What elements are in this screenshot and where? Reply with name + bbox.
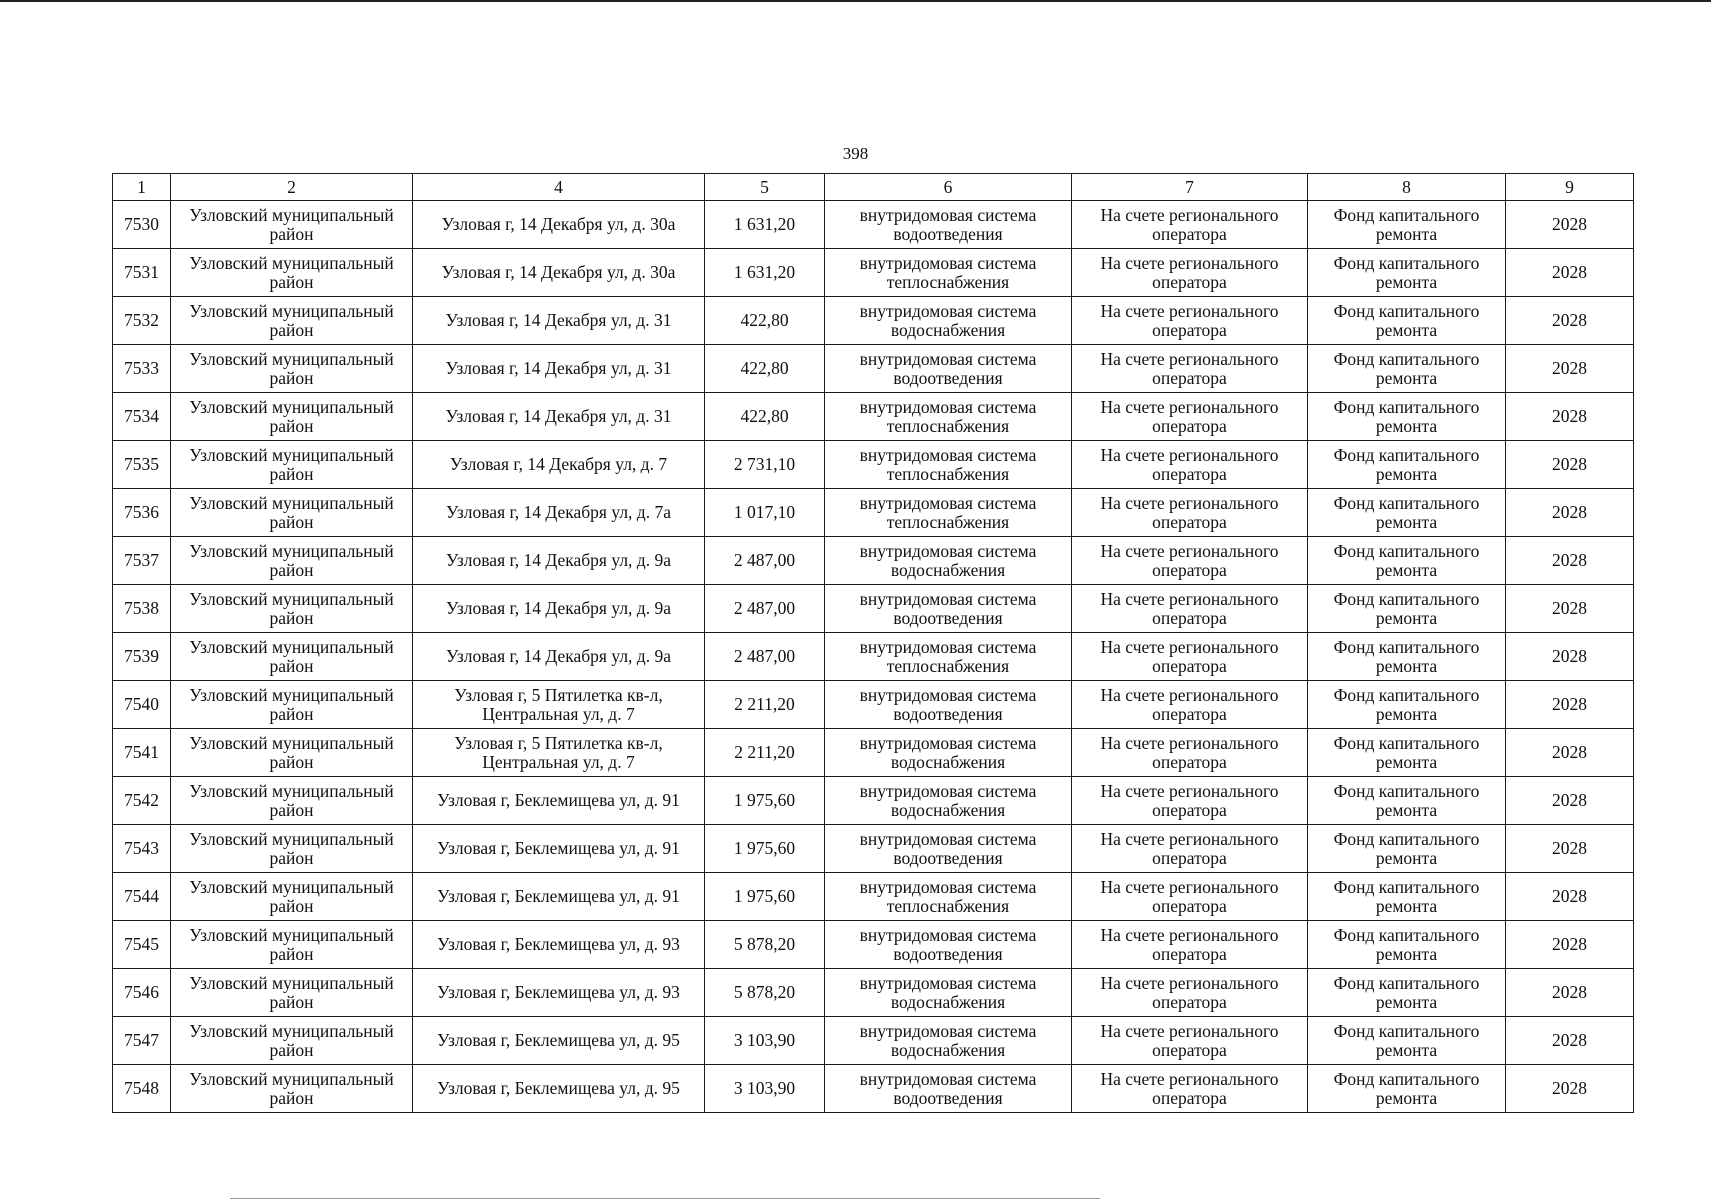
- year-cell: 2028: [1506, 777, 1634, 825]
- system-cell: внутридомовая система водоотведения: [825, 345, 1072, 393]
- system-cell: внутридомовая система теплоснабжения: [825, 441, 1072, 489]
- table-row: [113, 1065, 1634, 1113]
- account-cell: На счете регионального оператора: [1072, 441, 1308, 489]
- year-cell: 2028: [1506, 681, 1634, 729]
- funding-source-cell: Фонд капитального ремонта: [1308, 249, 1506, 297]
- system-cell: внутридомовая система водоснабжения: [825, 1017, 1072, 1065]
- year-cell: 2028: [1506, 585, 1634, 633]
- account-cell: На счете регионального оператора: [1072, 825, 1308, 873]
- header-cell-col-6: 6: [825, 174, 1072, 201]
- system-cell: внутридомовая система водоотведения: [825, 825, 1072, 873]
- row-number-cell: 7539: [113, 633, 171, 681]
- funding-source-cell: Фонд капитального ремонта: [1308, 1017, 1506, 1065]
- address-cell: Узловая г, Беклемищева ул, д. 91: [413, 825, 705, 873]
- funding-source-cell: Фонд капитального ремонта: [1308, 441, 1506, 489]
- header-cell-col-8: 8: [1308, 174, 1506, 201]
- district-cell: Узловский муниципальный район: [171, 729, 413, 777]
- account-cell: На счете регионального оператора: [1072, 393, 1308, 441]
- area-cell: 1 631,20: [705, 249, 825, 297]
- header-cell-col-9: 9: [1506, 174, 1634, 201]
- address-cell: Узловая г, Беклемищева ул, д. 95: [413, 1017, 705, 1065]
- account-cell: На счете регионального оператора: [1072, 345, 1308, 393]
- area-cell: 422,80: [705, 345, 825, 393]
- district-cell: Узловский муниципальный район: [171, 297, 413, 345]
- account-cell: На счете регионального оператора: [1072, 585, 1308, 633]
- year-cell: 2028: [1506, 633, 1634, 681]
- system-cell: внутридомовая система водоотведения: [825, 201, 1072, 249]
- area-cell: 2 487,00: [705, 633, 825, 681]
- row-number-cell: 7538: [113, 585, 171, 633]
- row-number-cell: 7541: [113, 729, 171, 777]
- table-row: [113, 537, 1634, 585]
- header-cell-col-5: 5: [705, 174, 825, 201]
- area-cell: 422,80: [705, 393, 825, 441]
- account-cell: На счете регионального оператора: [1072, 201, 1308, 249]
- district-cell: Узловский муниципальный район: [171, 1065, 413, 1113]
- funding-source-cell: Фонд капитального ремонта: [1308, 921, 1506, 969]
- row-number-cell: 7534: [113, 393, 171, 441]
- district-cell: Узловский муниципальный район: [171, 393, 413, 441]
- account-cell: На счете регионального оператора: [1072, 681, 1308, 729]
- row-number-cell: 7533: [113, 345, 171, 393]
- district-cell: Узловский муниципальный район: [171, 201, 413, 249]
- address-cell: Узловая г, 14 Декабря ул, д. 31: [413, 297, 705, 345]
- row-number-cell: 7536: [113, 489, 171, 537]
- district-cell: Узловский муниципальный район: [171, 777, 413, 825]
- row-number-cell: 7537: [113, 537, 171, 585]
- year-cell: 2028: [1506, 1065, 1634, 1113]
- row-number-cell: 7547: [113, 1017, 171, 1065]
- funding-source-cell: Фонд капитального ремонта: [1308, 297, 1506, 345]
- district-cell: Узловский муниципальный район: [171, 681, 413, 729]
- account-cell: На счете регионального оператора: [1072, 489, 1308, 537]
- funding-source-cell: Фонд капитального ремонта: [1308, 201, 1506, 249]
- district-cell: Узловский муниципальный район: [171, 441, 413, 489]
- year-cell: 2028: [1506, 1017, 1634, 1065]
- district-cell: Узловский муниципальный район: [171, 921, 413, 969]
- district-cell: Узловский муниципальный район: [171, 633, 413, 681]
- table-row: [113, 969, 1634, 1017]
- account-cell: На счете регионального оператора: [1072, 633, 1308, 681]
- table-row: [113, 345, 1634, 393]
- area-cell: 2 211,20: [705, 681, 825, 729]
- address-cell: Узловая г, Беклемищева ул, д. 91: [413, 873, 705, 921]
- funding-source-cell: Фонд капитального ремонта: [1308, 729, 1506, 777]
- year-cell: 2028: [1506, 201, 1634, 249]
- account-cell: На счете регионального оператора: [1072, 969, 1308, 1017]
- area-cell: 3 103,90: [705, 1065, 825, 1113]
- address-cell: Узловая г, Беклемищева ул, д. 93: [413, 921, 705, 969]
- table-row: [113, 681, 1634, 729]
- funding-source-cell: Фонд капитального ремонта: [1308, 585, 1506, 633]
- table-header: [113, 174, 1634, 201]
- row-number-cell: 7540: [113, 681, 171, 729]
- row-number-cell: 7535: [113, 441, 171, 489]
- funding-source-cell: Фонд капитального ремонта: [1308, 1065, 1506, 1113]
- table-row: [113, 393, 1634, 441]
- table-row: [113, 585, 1634, 633]
- row-number-cell: 7548: [113, 1065, 171, 1113]
- row-number-cell: 7532: [113, 297, 171, 345]
- table-row: [113, 921, 1634, 969]
- year-cell: 2028: [1506, 345, 1634, 393]
- district-cell: Узловский муниципальный район: [171, 873, 413, 921]
- table-row: [113, 777, 1634, 825]
- funding-source-cell: Фонд капитального ремонта: [1308, 777, 1506, 825]
- table-row: [113, 441, 1634, 489]
- year-cell: 2028: [1506, 873, 1634, 921]
- account-cell: На счете регионального оператора: [1072, 1017, 1308, 1065]
- account-cell: На счете регионального оператора: [1072, 921, 1308, 969]
- funding-source-cell: Фонд капитального ремонта: [1308, 825, 1506, 873]
- area-cell: 1 631,20: [705, 201, 825, 249]
- address-cell: Узловая г, 5 Пятилетка кв-л, Центральная ул, д. 7: [413, 681, 705, 729]
- table-row: [113, 489, 1634, 537]
- header-cell-col-2: 2: [171, 174, 413, 201]
- area-cell: 422,80: [705, 297, 825, 345]
- address-cell: Узловая г, 14 Декабря ул, д. 9а: [413, 585, 705, 633]
- funding-source-cell: Фонд капитального ремонта: [1308, 681, 1506, 729]
- row-number-cell: 7542: [113, 777, 171, 825]
- address-cell: Узловая г, 14 Декабря ул, д. 9а: [413, 633, 705, 681]
- area-cell: 3 103,90: [705, 1017, 825, 1065]
- system-cell: внутридомовая система водоотведения: [825, 921, 1072, 969]
- table-row: [113, 249, 1634, 297]
- scan-bottom-mark: [230, 1198, 1100, 1199]
- page-number: 398: [842, 144, 869, 163]
- address-cell: Узловая г, 14 Декабря ул, д. 30а: [413, 249, 705, 297]
- account-cell: На счете регионального оператора: [1072, 537, 1308, 585]
- area-cell: 2 487,00: [705, 585, 825, 633]
- funding-source-cell: Фонд капитального ремонта: [1308, 873, 1506, 921]
- area-cell: 5 878,20: [705, 969, 825, 1017]
- system-cell: внутридомовая система водоснабжения: [825, 969, 1072, 1017]
- account-cell: На счете регионального оператора: [1072, 249, 1308, 297]
- scan-top-border: [0, 0, 1711, 2]
- row-number-cell: 7543: [113, 825, 171, 873]
- table-row: [113, 873, 1634, 921]
- header-cell-col-4: 4: [413, 174, 705, 201]
- district-cell: Узловский муниципальный район: [171, 345, 413, 393]
- register-table: [112, 173, 1634, 1113]
- year-cell: 2028: [1506, 249, 1634, 297]
- funding-source-cell: Фонд капитального ремонта: [1308, 393, 1506, 441]
- year-cell: 2028: [1506, 825, 1634, 873]
- account-cell: На счете регионального оператора: [1072, 873, 1308, 921]
- district-cell: Узловский муниципальный район: [171, 489, 413, 537]
- address-cell: Узловая г, Беклемищева ул, д. 91: [413, 777, 705, 825]
- area-cell: 1 975,60: [705, 873, 825, 921]
- area-cell: 2 731,10: [705, 441, 825, 489]
- header-cell-col-7: 7: [1072, 174, 1308, 201]
- year-cell: 2028: [1506, 441, 1634, 489]
- year-cell: 2028: [1506, 297, 1634, 345]
- address-cell: Узловая г, Беклемищева ул, д. 93: [413, 969, 705, 1017]
- area-cell: 2 211,20: [705, 729, 825, 777]
- address-cell: Узловая г, 14 Декабря ул, д. 7: [413, 441, 705, 489]
- account-cell: На счете регионального оператора: [1072, 297, 1308, 345]
- year-cell: 2028: [1506, 393, 1634, 441]
- year-cell: 2028: [1506, 969, 1634, 1017]
- district-cell: Узловский муниципальный район: [171, 969, 413, 1017]
- district-cell: Узловский муниципальный район: [171, 537, 413, 585]
- header-cell-col-1: 1: [113, 174, 171, 201]
- address-cell: Узловая г, 14 Декабря ул, д. 31: [413, 393, 705, 441]
- account-cell: На счете регионального оператора: [1072, 777, 1308, 825]
- table-row: [113, 825, 1634, 873]
- district-cell: Узловский муниципальный район: [171, 585, 413, 633]
- system-cell: внутридомовая система водоотведения: [825, 585, 1072, 633]
- table-row: [113, 633, 1634, 681]
- district-cell: Узловский муниципальный район: [171, 825, 413, 873]
- table-row: [113, 201, 1634, 249]
- year-cell: 2028: [1506, 489, 1634, 537]
- district-cell: Узловский муниципальный район: [171, 1017, 413, 1065]
- system-cell: внутридомовая система теплоснабжения: [825, 489, 1072, 537]
- year-cell: 2028: [1506, 921, 1634, 969]
- system-cell: внутридомовая система теплоснабжения: [825, 393, 1072, 441]
- header-row: [113, 174, 1634, 201]
- year-cell: 2028: [1506, 729, 1634, 777]
- system-cell: внутридомовая система теплоснабжения: [825, 249, 1072, 297]
- area-cell: 2 487,00: [705, 537, 825, 585]
- table-row: [113, 729, 1634, 777]
- address-cell: Узловая г, 14 Декабря ул, д. 7а: [413, 489, 705, 537]
- row-number-cell: 7545: [113, 921, 171, 969]
- system-cell: внутридомовая система водоотведения: [825, 1065, 1072, 1113]
- system-cell: внутридомовая система водоснабжения: [825, 777, 1072, 825]
- address-cell: Узловая г, 14 Декабря ул, д. 30а: [413, 201, 705, 249]
- account-cell: На счете регионального оператора: [1072, 1065, 1308, 1113]
- system-cell: внутридомовая система водоснабжения: [825, 297, 1072, 345]
- system-cell: внутридомовая система водоотведения: [825, 681, 1072, 729]
- table-row: [113, 297, 1634, 345]
- year-cell: 2028: [1506, 537, 1634, 585]
- system-cell: внутридомовая система водоснабжения: [825, 537, 1072, 585]
- table-row: [113, 1017, 1634, 1065]
- row-number-cell: 7544: [113, 873, 171, 921]
- table-body: [113, 201, 1634, 1113]
- system-cell: внутридомовая система теплоснабжения: [825, 873, 1072, 921]
- system-cell: внутридомовая система водоснабжения: [825, 729, 1072, 777]
- area-cell: 5 878,20: [705, 921, 825, 969]
- district-cell: Узловский муниципальный район: [171, 249, 413, 297]
- funding-source-cell: Фонд капитального ремонта: [1308, 345, 1506, 393]
- row-number-cell: 7531: [113, 249, 171, 297]
- area-cell: 1 975,60: [705, 825, 825, 873]
- address-cell: Узловая г, 5 Пятилетка кв-л, Центральная ул, д. 7: [413, 729, 705, 777]
- funding-source-cell: Фонд капитального ремонта: [1308, 489, 1506, 537]
- row-number-cell: 7530: [113, 201, 171, 249]
- address-cell: Узловая г, Беклемищева ул, д. 95: [413, 1065, 705, 1113]
- account-cell: На счете регионального оператора: [1072, 729, 1308, 777]
- address-cell: Узловая г, 14 Декабря ул, д. 31: [413, 345, 705, 393]
- area-cell: 1 975,60: [705, 777, 825, 825]
- funding-source-cell: Фонд капитального ремонта: [1308, 969, 1506, 1017]
- address-cell: Узловая г, 14 Декабря ул, д. 9а: [413, 537, 705, 585]
- row-number-cell: 7546: [113, 969, 171, 1017]
- funding-source-cell: Фонд капитального ремонта: [1308, 633, 1506, 681]
- area-cell: 1 017,10: [705, 489, 825, 537]
- funding-source-cell: Фонд капитального ремонта: [1308, 537, 1506, 585]
- system-cell: внутридомовая система теплоснабжения: [825, 633, 1072, 681]
